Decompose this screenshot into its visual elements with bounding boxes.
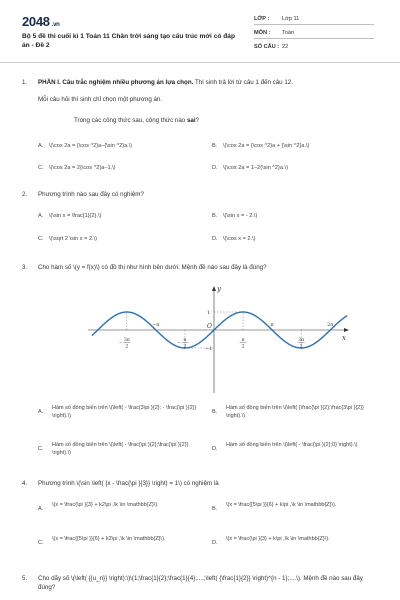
svg-text:2: 2 (125, 344, 129, 350)
option-c[interactable] (38, 164, 198, 174)
option-text: \(x = \frac{\pi }{3} + k2\pi ,\k \in \mathbb{Z}\). (52, 502, 159, 508)
option-text: \(x = \frac{\pi }{3} + k\pi ,\k \in \mathbb{Z}\). (226, 536, 330, 542)
y-tick-label: 1 (207, 310, 211, 316)
option-text: \(\cos 2a = {\cos ^2}a + {\sin ^2}a.\) (223, 143, 310, 149)
option-letter: D. (212, 236, 218, 242)
option-letter: C. (38, 446, 44, 452)
question-stem-post: ? (195, 117, 200, 124)
option-text: \(\cos 2a = 2{\cos ^2}a–1.\) (49, 165, 116, 171)
svg-text:2: 2 (183, 344, 187, 350)
option-a[interactable] (38, 212, 198, 222)
part-text: Thí sinh trả lời từ câu 1 đến câu 12. (193, 79, 293, 86)
question-stem-pre: Trong các công thức sau, công thức nào (74, 117, 187, 124)
option-c[interactable] (38, 441, 206, 461)
question-number: 4. (22, 480, 28, 487)
question-4 (22, 479, 382, 489)
question-stem-bold: sai (186, 117, 196, 124)
x-tick-label (152, 323, 159, 328)
option-c[interactable] (38, 535, 206, 555)
svg-text:−: − (177, 341, 181, 346)
document-title: Bộ 5 đề thi cuối kì 1 Toán 11 Chân trời sáng tạo cấu trúc mới có đáp án - Đề 2 (22, 33, 235, 49)
option-b[interactable] (212, 501, 380, 521)
option-text: Hàm số đồng biến trên \(\left( - \frac{3\pi }{2}; - \frac{\pi }{2}} \right).\) (52, 405, 197, 419)
option-text: \(\sin x = - 2.\) (223, 213, 258, 219)
option-b[interactable] (212, 212, 382, 222)
question-1 (22, 78, 382, 88)
svg-text:π: π (183, 338, 187, 343)
origin-label: O (207, 323, 212, 330)
function-graph (86, 283, 352, 397)
option-letter: D. (212, 165, 218, 171)
option-text: Hàm số đồng biến trên \(\left( - \frac{\pi }{2};0} \right).\) (226, 442, 358, 448)
x-tick-label (240, 338, 247, 350)
option-d[interactable] (212, 235, 382, 245)
question-text: Phương trình \(\sin \left( {x - \frac{\pi }{3}} \right) = 1\) có nghiệm là (38, 480, 219, 487)
svg-text:−π: −π (152, 323, 160, 328)
question-text: Phương trình nào sau đây có nghiệm? (38, 191, 144, 198)
svg-text:2π: 2π (327, 323, 334, 328)
option-letter: D. (212, 446, 218, 452)
svg-text:3π: 3π (298, 338, 305, 343)
option-text: \(\cos 2a = {\cos ^2}a–{\sin ^2}a.\) (49, 143, 133, 149)
option-letter: A. (38, 213, 44, 219)
option-c[interactable] (38, 235, 198, 245)
option-b[interactable] (212, 404, 380, 424)
option-letter: B. (212, 506, 218, 512)
meta-class-value: Lớp 11 (282, 16, 300, 22)
option-text: \(\sqrt 2 \sin x = 2.\) (49, 236, 98, 242)
svg-text:π: π (241, 338, 245, 343)
question-number: 2. (22, 191, 28, 198)
question-2 (22, 190, 382, 200)
option-a[interactable] (38, 501, 206, 521)
option-text: \(\cos 2a = 1–2{\sin ^2}a.\) (223, 165, 288, 171)
x-tick-label (327, 322, 333, 328)
option-letter: A. (38, 409, 44, 415)
svg-text:2: 2 (241, 344, 245, 350)
meta-count-value: 22 (282, 44, 289, 50)
svg-text:3π: 3π (123, 338, 130, 343)
svg-text:2: 2 (299, 344, 303, 350)
question-text: Cho dãy số \(\left( {{u_n}} \right):\)\(1;\frac{1}{2};\frac{1}{4};....;\left( {\frac{1}{2}} \right)^{n - 1};....\). Mệnh đề nào sau đây đúng? (38, 575, 363, 591)
option-text: \(\sin x = \frac{1}{2}.\) (49, 213, 102, 219)
option-d[interactable] (212, 535, 380, 555)
x-axis-arrow (344, 328, 349, 332)
logo-sub: .vn (51, 22, 60, 28)
question-number: 3. (22, 264, 28, 271)
option-d[interactable] (212, 441, 380, 461)
option-letter: B. (212, 213, 218, 219)
svg-text:−: − (118, 341, 123, 346)
question-number: 1. (22, 79, 28, 86)
question-number: 5. (22, 575, 28, 582)
option-a[interactable] (38, 142, 198, 152)
x-tick-label (119, 337, 130, 350)
option-letter: A. (38, 143, 44, 149)
option-letter: A. (38, 506, 44, 512)
option-d[interactable] (212, 164, 382, 174)
meta-class-label: LỚP : (254, 16, 270, 22)
page-header (0, 0, 400, 62)
option-letter: C. (38, 540, 44, 546)
meta-subject-label: MÔN : (254, 30, 271, 36)
question-1-stem (74, 116, 374, 126)
y-axis-arrow (212, 286, 216, 291)
y-tick-label: −1 (205, 346, 213, 352)
option-b[interactable] (212, 142, 382, 152)
question-text: Cho hàm số \(y = f(x)\) có đồ thị như hình bên dưới. Mệnh đề nào sau đây là đúng? (38, 264, 267, 271)
instruction: Mỗi câu hỏi thí sinh chỉ chọn một phương án. (38, 96, 163, 103)
option-text: Hàm số đồng biến trên \(\left( {\frac{\pi }{2};\frac{3\pi }{2}} \right).\) (226, 405, 364, 419)
option-letter: C. (38, 165, 44, 171)
option-text: \(x = \frac{{5\pi }}{6} + k2\pi ,\k \in \mathbb{Z}\). (52, 536, 166, 542)
option-text: Hàm số đồng biến trên \(\left( - \frac{\pi }{2};\frac{\pi }{2}} \right).\) (52, 442, 189, 456)
option-a[interactable] (38, 404, 206, 424)
option-letter: B. (212, 409, 218, 415)
meta-divider (254, 38, 374, 39)
meta-divider (254, 24, 374, 25)
question-5 (22, 574, 382, 594)
option-letter: D. (212, 540, 218, 546)
option-letter: C. (38, 236, 44, 242)
part-title: PHẦN I. Câu trắc nghiệm nhiều phương án lựa chọn. (38, 79, 194, 86)
site-logo[interactable] (22, 14, 60, 29)
option-text: \(x = \frac{{5\pi }}{6} + k\pi ,\k \in \mathbb{Z}\). (226, 502, 337, 508)
option-text: \(\cos x = 2.\) (223, 236, 256, 242)
question-3 (22, 263, 382, 273)
meta-subject-value: Toán (282, 30, 295, 36)
y-axis-label: y (217, 285, 221, 293)
option-letter: B. (212, 143, 218, 149)
x-axis-label: x (342, 334, 346, 342)
svg-text:π: π (270, 323, 274, 328)
meta-count-label: SỐ CÂU : (254, 44, 280, 50)
x-tick-label (271, 323, 274, 328)
logo-text: 2048 (22, 14, 50, 29)
header-divider (0, 62, 400, 63)
